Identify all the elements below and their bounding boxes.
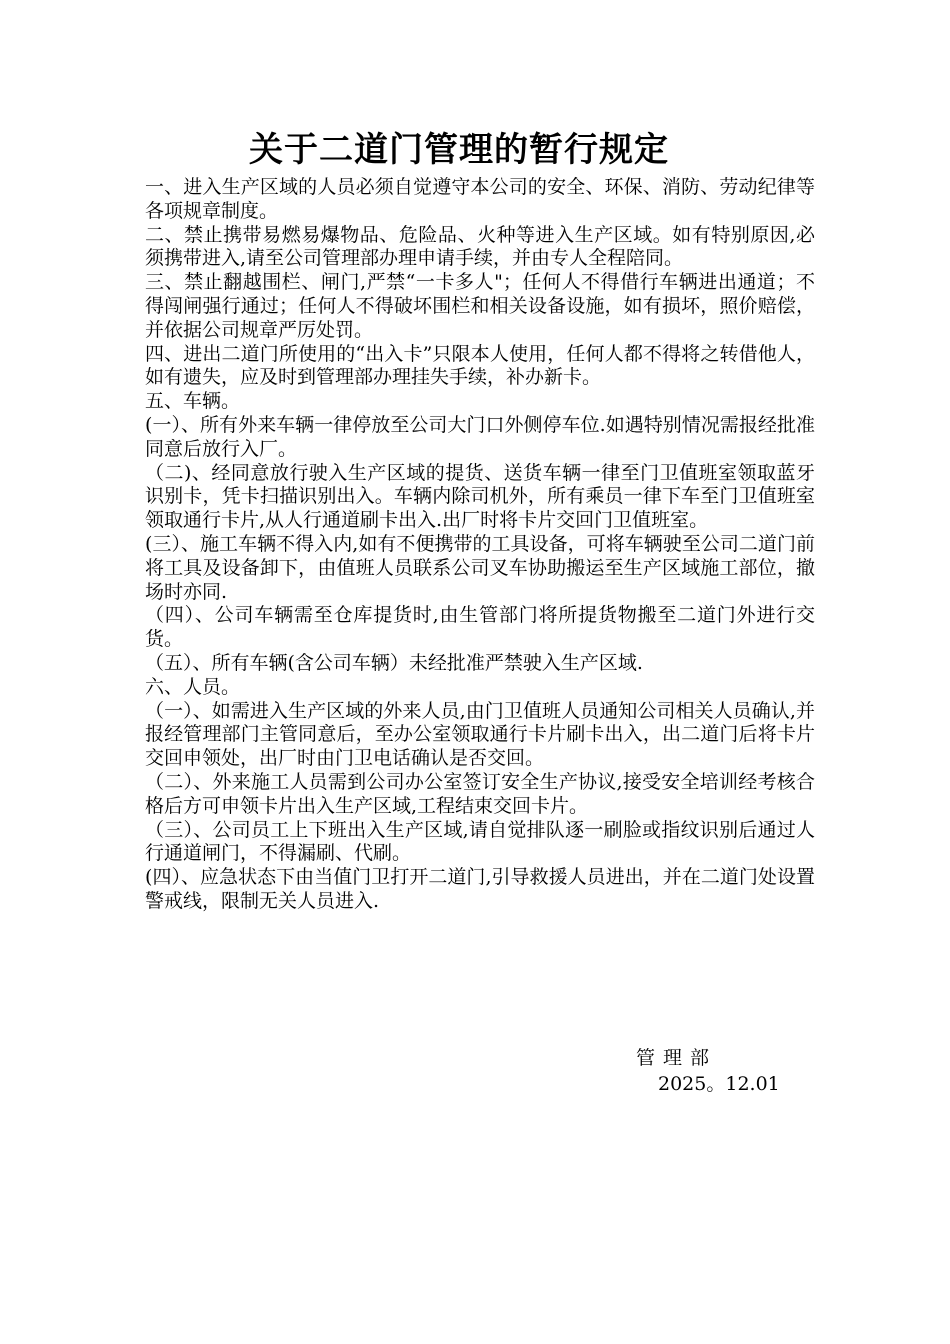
vehicles-item-2: （二)、经同意放行驶入生产区域的提货、送货车辆一律至门卫值班室领取蓝牙识别卡，凭卡扫描识别出入。车辆内除司机外，所有乘员一律下车至门卫值班室领取通行卡片,从人行通道刷卡出入.出厂时将卡片交回门卫值班室。 bbox=[145, 461, 815, 532]
document-title: 关于二道门管理的暂行规定 bbox=[249, 130, 669, 170]
vehicles-item-4: （四）、公司车辆需至仓库提货时,由生管部门将所提货物搬至二道门外进行交货。 bbox=[145, 604, 815, 651]
signature-department: 管理部 bbox=[636, 1047, 718, 1069]
paragraph-1: 一、进入生产区域的人员必须自觉遵守本公司的安全、环保、消防、劳动纪律等各项规章制度。 bbox=[145, 176, 815, 222]
section-vehicles-heading: 五、车辆。 bbox=[145, 390, 241, 413]
personnel-item-1: （一）、如需进入生产区域的外来人员,由门卫值班人员通知公司相关人员确认,并报经管理部门主管同意后，至办公室领取通行卡片刷卡出入，出二道门后将卡片交回申领处，出厂时由门卫电话确认是否交回。 bbox=[145, 699, 815, 770]
paragraph-3: 三、禁止翻越围栏、闸门,严禁“一卡多人"；任何人不得借行车辆进出通道；不得闯闸强行通过；任何人不得破坏围栏和相关设备设施，如有损坏，照价赔偿，并依据公司规章严厉处罚。 bbox=[145, 271, 815, 341]
personnel-item-3: （三）、公司员工上下班出入生产区域,请自觉排队逐一刷脸或指纹识别后通过人行通道闸门，不得漏刷、代刷。 bbox=[145, 818, 815, 865]
document-body bbox=[145, 176, 815, 914]
section-personnel-heading: 六、人员。 bbox=[145, 675, 241, 698]
vehicles-item-3: (三）、施工车辆不得入内,如有不便携带的工具设备，可将车辆驶至公司二道门前将工具及设备卸下，由值班人员联系公司叉车协助搬运至生产区域施工部位，撤场时亦同. bbox=[145, 532, 815, 603]
personnel-item-4: (四）、应急状态下由当值门卫打开二道门,引导救援人员进出，并在二道门处设置警戒线，限制无关人员进入. bbox=[145, 866, 815, 912]
vehicles-item-5: （五）、所有车辆(含公司车辆）未经批准严禁驶入生产区域. bbox=[145, 651, 643, 674]
vehicles-item-1: (一）、所有外来车辆一律停放至公司大门口外侧停车位.如遇特别情况需报经批准同意后放行入厂。 bbox=[145, 413, 815, 460]
personnel-item-2: （二）、外来施工人员需到公司办公室签订安全生产协议,接受安全培训经考核合格后方可申领卡片出入生产区域,工程结束交回卡片。 bbox=[145, 770, 815, 817]
paragraph-4: 四、进出二道门所使用的“出入卡”只限本人使用，任何人都不得将之转借他人，如有遗失，应及时到管理部办理挂失手续，补办新卡。 bbox=[145, 342, 815, 389]
signature-date: 2025。12.01 bbox=[658, 1073, 780, 1095]
paragraph-2: 二、禁止携带易燃易爆物品、危险品、火种等进入生产区域。如有特别原因,必须携带进入,请至公司管理部办理申请手续，并由专人全程陪同。 bbox=[145, 223, 815, 270]
